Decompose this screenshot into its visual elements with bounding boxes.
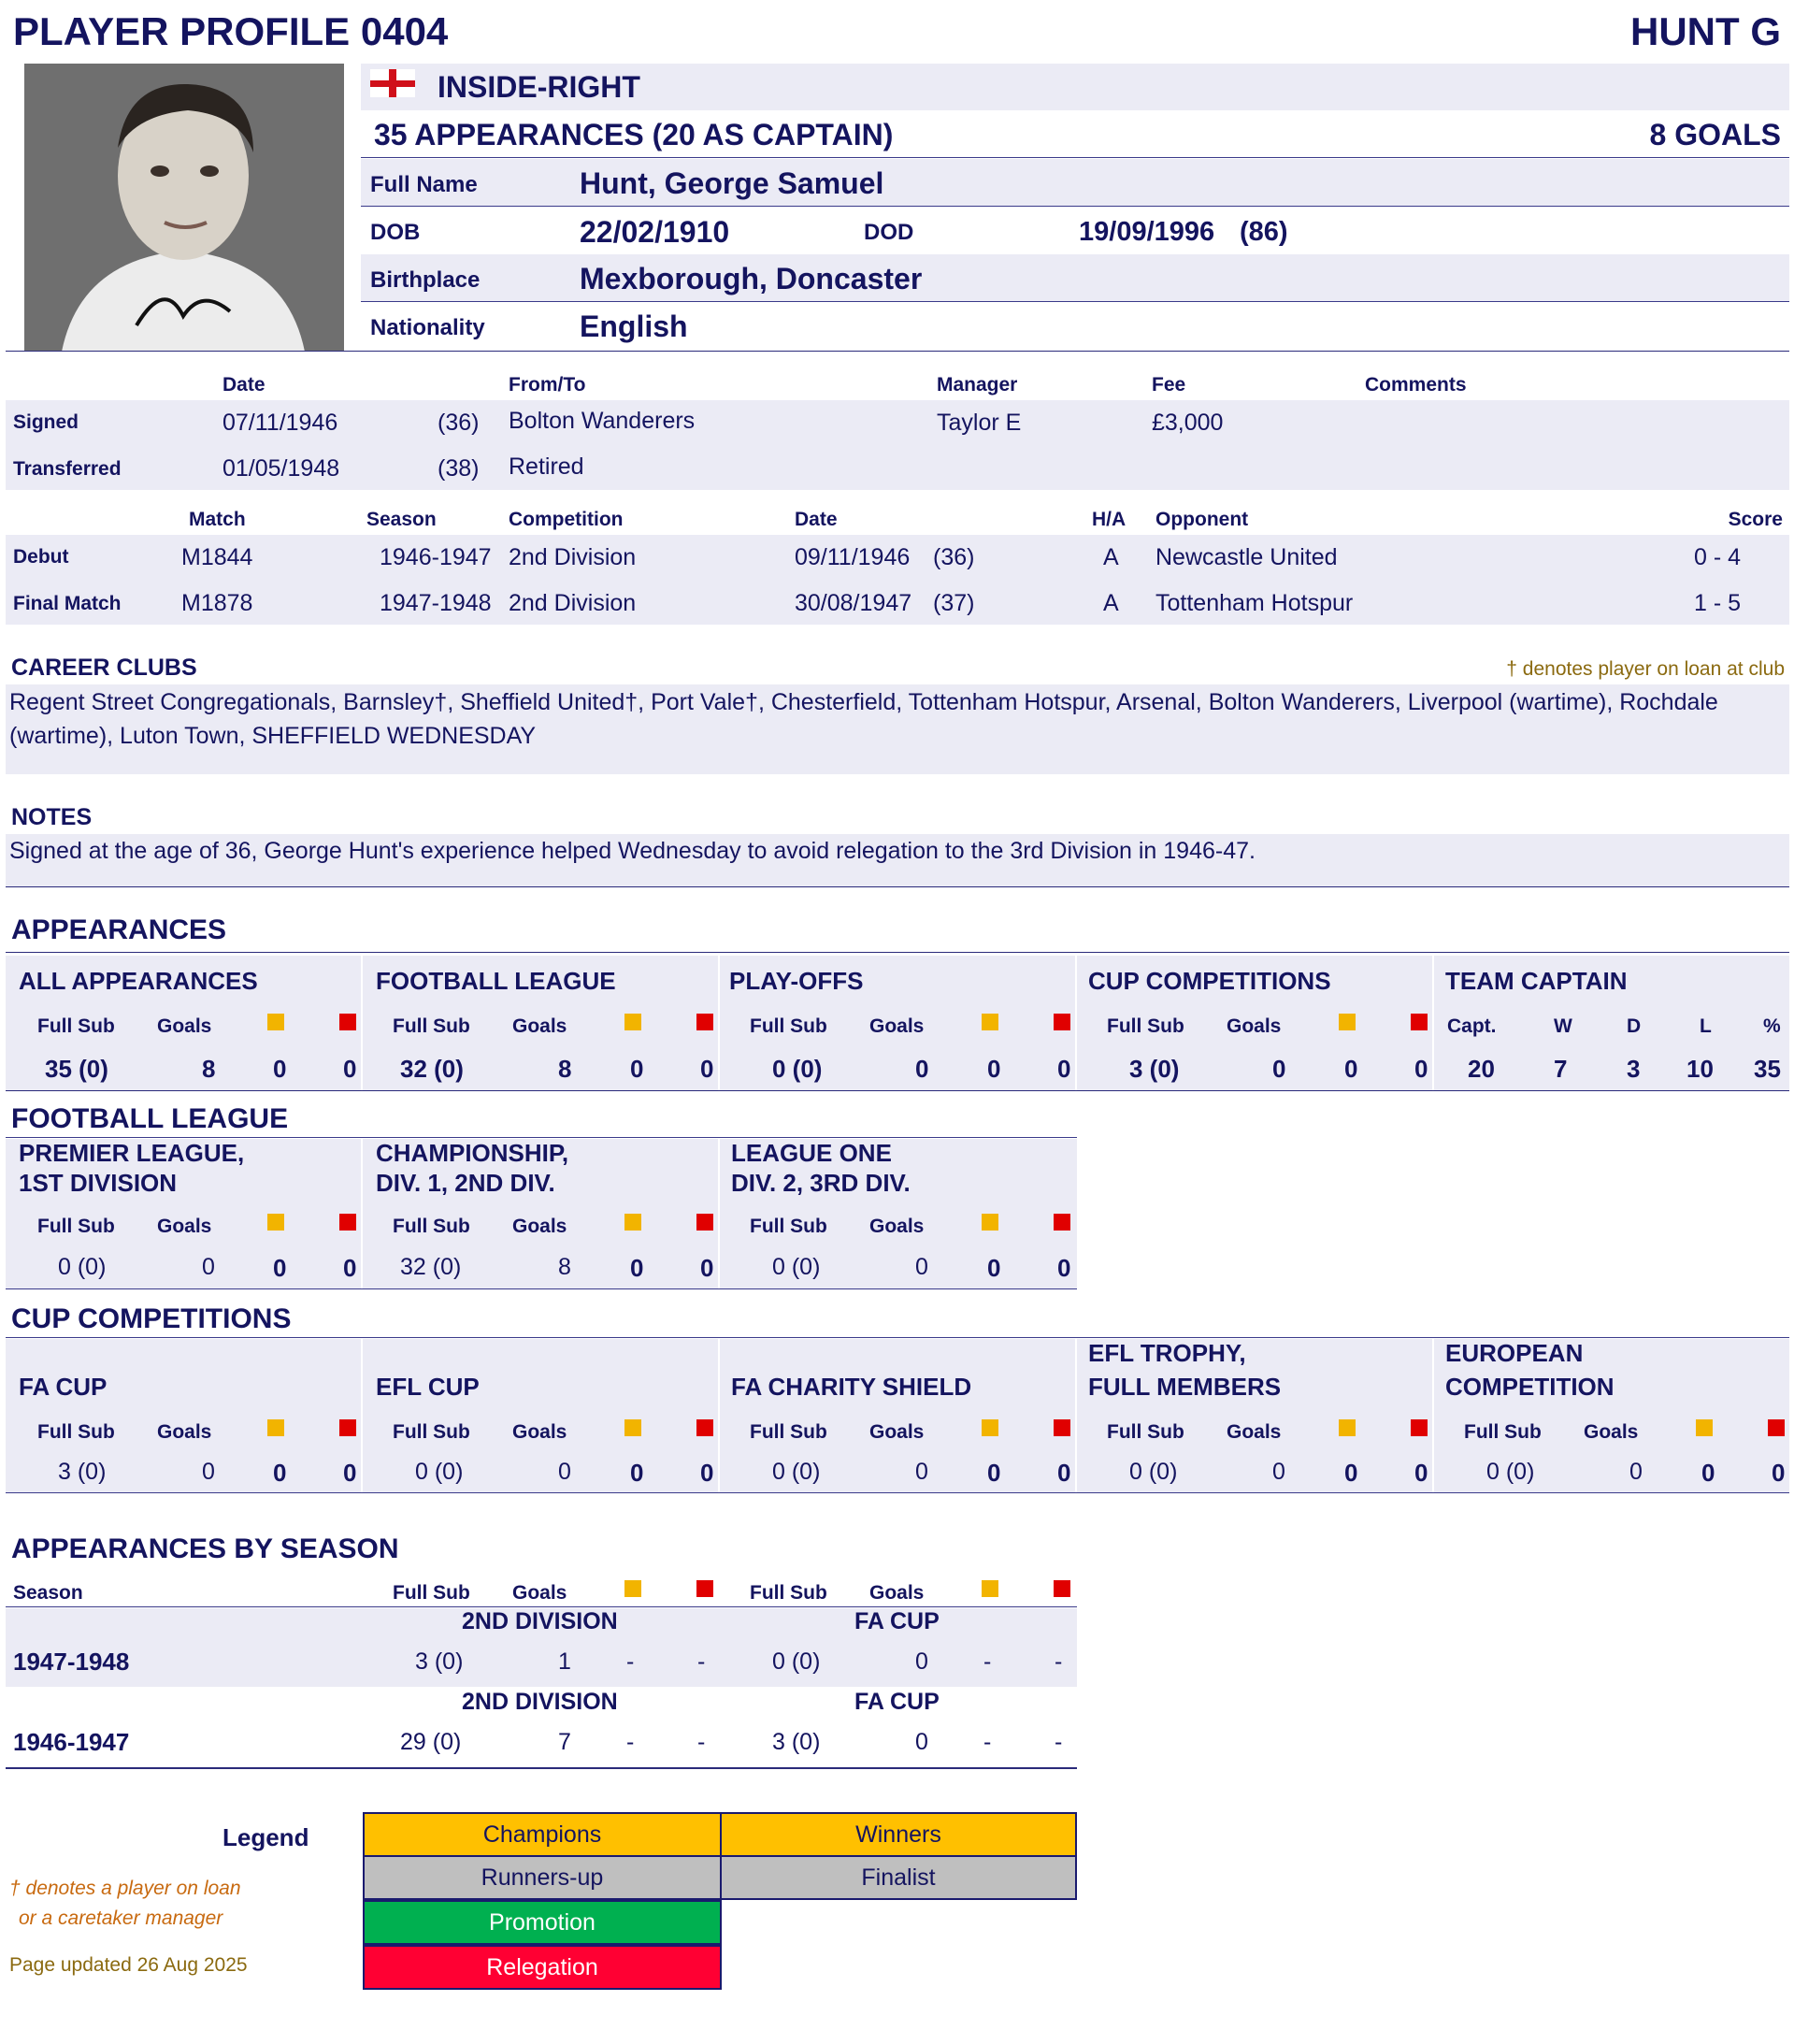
league-yellow-value: 0: [630, 1055, 644, 1083]
notes-text: Signed at the age of 36, George Hunt's experience helped Wednesday to avoid relegation to the 3rd Division in 1946-47.: [9, 838, 1256, 864]
fa-cup-red-value: 0: [343, 1459, 357, 1487]
debut-season: 1946-1947: [380, 544, 492, 570]
european-yellow-value: 0: [1701, 1459, 1715, 1487]
match-header-competition: Competition: [509, 509, 624, 530]
dob-value: 22/02/1910: [580, 215, 730, 249]
premier-yellow-value: 0: [273, 1254, 287, 1282]
efl-cup-red-value: 0: [700, 1459, 714, 1487]
premier-league-title1: PREMIER LEAGUE,: [19, 1139, 245, 1167]
red-card-icon: [1411, 1014, 1428, 1030]
appearances-title: APPEARANCES: [11, 914, 227, 945]
match-header-date: Date: [795, 509, 838, 530]
captain-header-w: W: [1554, 1015, 1572, 1037]
league-one-yellow-value: 0: [987, 1254, 1001, 1282]
season-r1: -: [697, 1648, 706, 1675]
yellow-card-icon: [1696, 1419, 1713, 1436]
legend-finalist: Finalist: [720, 1855, 1077, 1900]
playoffs-title: PLAY-OFFS: [729, 967, 864, 995]
captain-header-d: D: [1627, 1015, 1642, 1037]
player-short-name: HUNT G: [1630, 9, 1781, 53]
playoffs-yellow-value: 0: [987, 1055, 1001, 1083]
premier-league-title2: 1ST DIVISION: [19, 1169, 178, 1197]
debut-competition: 2nd Division: [509, 544, 637, 570]
goals-header: Goals: [512, 1421, 567, 1443]
signed-label: Signed: [13, 411, 79, 433]
european-fullsub-value: 0 (0): [1486, 1459, 1535, 1485]
playoffs-fullsub-value: 0 (0): [772, 1055, 823, 1083]
red-card-icon: [339, 1419, 356, 1436]
championship-title1: CHAMPIONSHIP,: [376, 1139, 569, 1167]
team-captain-title: TEAM CAPTAIN: [1445, 967, 1628, 995]
efl-cup-yellow-value: 0: [630, 1459, 644, 1487]
goals-header: Goals: [869, 1421, 925, 1443]
premier-goals-value: 0: [202, 1254, 215, 1280]
debut-label: Debut: [13, 546, 69, 568]
legend-title: Legend: [222, 1823, 309, 1851]
goals-header: Goals: [157, 1216, 212, 1237]
championship-red-value: 0: [700, 1254, 714, 1282]
fa-cup-goals-value: 0: [202, 1459, 215, 1485]
birthplace-row: [361, 254, 1789, 301]
fa-cup-yellow-value: 0: [273, 1459, 287, 1487]
season-y2: -: [983, 1648, 992, 1675]
goals-header: Goals: [157, 1015, 212, 1037]
season-r2: -: [1055, 1729, 1063, 1755]
season-g2: 0: [915, 1729, 928, 1755]
cups-yellow-value: 0: [1344, 1055, 1358, 1083]
season-g1: 1: [558, 1648, 571, 1675]
signed-manager: Taylor E: [937, 410, 1022, 436]
goals-header: Goals: [1227, 1015, 1282, 1037]
fullsub-header: Full Sub: [393, 1015, 470, 1037]
efl-cup-fullsub-value: 0 (0): [415, 1459, 464, 1485]
cups-fullsub-value: 3 (0): [1129, 1055, 1180, 1083]
efl-trophy-red-value: 0: [1414, 1459, 1428, 1487]
premier-fullsub-value: 0 (0): [58, 1254, 107, 1280]
championship-yellow-value: 0: [630, 1254, 644, 1282]
goals-header: Goals: [1227, 1421, 1282, 1443]
transferred-date: 01/05/1948: [222, 455, 340, 482]
goals-summary: 8 GOALS: [1649, 118, 1781, 151]
captain-capt-value: 20: [1468, 1055, 1495, 1083]
final-match-ha: A: [1103, 590, 1119, 616]
career-clubs-line1: Regent Street Congregationals, Barnsley†, Sheffield United†, Port Vale†, Chesterfield, Tottenham Hotspur, Arsenal, Bolton Wanderers, Liverpool (wartime), Rochdale: [9, 689, 1718, 715]
fa-cup-title: FA CUP: [19, 1373, 108, 1401]
season-label: 1946-1947: [13, 1728, 130, 1756]
fullname-value: Hunt, George Samuel: [580, 166, 884, 200]
yellow-card-icon: [267, 1419, 284, 1436]
by-season-title: APPEARANCES BY SEASON: [11, 1533, 399, 1564]
transferred-label: Transferred: [13, 458, 122, 480]
page-title: PLAYER PROFILE 0404: [13, 9, 449, 53]
goals-header: Goals: [512, 1015, 567, 1037]
red-card-icon: [1768, 1419, 1785, 1436]
season-comp2: FA CUP: [854, 1689, 940, 1715]
season-fs1: 3 (0): [415, 1648, 464, 1675]
transfer-header-manager: Manager: [937, 374, 1018, 396]
fullsub-header: Full Sub: [37, 1015, 115, 1037]
season-comp1: 2ND DIVISION: [462, 1608, 618, 1634]
final-match-date: 30/08/1947: [795, 590, 912, 616]
captain-header-l: L: [1700, 1015, 1712, 1037]
fullsub-header: Full Sub: [750, 1015, 827, 1037]
nationality-value: English: [580, 309, 688, 343]
final-match-score: 1 - 5: [1694, 590, 1742, 616]
season-g1: 7: [558, 1729, 571, 1755]
league-one-red-value: 0: [1057, 1254, 1071, 1282]
fa-cup-fullsub-value: 3 (0): [58, 1459, 107, 1485]
yellow-card-icon: [982, 1419, 998, 1436]
final-match-opponent: Tottenham Hotspur: [1155, 590, 1354, 616]
cups-goals-value: 0: [1272, 1055, 1286, 1083]
england-flag-icon: [370, 69, 415, 97]
season-comp2: FA CUP: [854, 1608, 940, 1634]
career-clubs-line2: (wartime), Luton Town, SHEFFIELD WEDNESDAY: [9, 723, 537, 749]
player-photo: [24, 64, 344, 352]
dod-age: (86): [1240, 217, 1288, 247]
appearances-summary: 35 APPEARANCES (20 AS CAPTAIN): [374, 118, 894, 151]
all-fullsub-value: 35 (0): [45, 1055, 108, 1083]
yellow-card-icon: [624, 1014, 641, 1030]
championship-goals-value: 8: [558, 1254, 571, 1280]
league-one-title2: DIV. 2, 3RD DIV.: [731, 1169, 911, 1197]
fullsub-header: Full Sub: [1107, 1421, 1184, 1443]
fullname-row: [361, 159, 1789, 206]
dob-label: DOB: [370, 220, 421, 245]
match-header-season: Season: [366, 509, 437, 530]
season-r1: -: [697, 1729, 706, 1755]
yellow-card-icon: [1339, 1014, 1356, 1030]
red-card-icon: [696, 1214, 713, 1231]
career-title: CAREER CLUBS: [11, 655, 197, 681]
goals-header: Goals: [512, 1582, 567, 1604]
european-goals-value: 0: [1629, 1459, 1643, 1485]
red-card-icon: [1411, 1419, 1428, 1436]
season-header: Season: [13, 1582, 83, 1604]
all-yellow-value: 0: [273, 1055, 287, 1083]
debut-ha: A: [1103, 544, 1119, 570]
league-one-title1: LEAGUE ONE: [731, 1139, 892, 1167]
captain-header-capt: Capt.: [1447, 1015, 1497, 1037]
yellow-card-icon: [267, 1014, 284, 1030]
yellow-card-icon: [1339, 1419, 1356, 1436]
legend-champions: Champions: [363, 1812, 722, 1857]
league-one-fullsub-value: 0 (0): [772, 1254, 821, 1280]
final-match-season: 1947-1948: [380, 590, 492, 616]
all-red-value: 0: [343, 1055, 357, 1083]
cup-competitions-section-title: CUP COMPETITIONS: [11, 1303, 292, 1334]
final-match-age: (37): [933, 590, 975, 616]
red-card-icon: [1054, 1014, 1070, 1030]
debut-score: 0 - 4: [1694, 544, 1742, 570]
red-card-icon: [696, 1580, 713, 1597]
football-league-section-title: FOOTBALL LEAGUE: [11, 1103, 289, 1134]
red-card-icon: [1054, 1214, 1070, 1231]
legend-relegation: Relegation: [363, 1945, 722, 1990]
season-fs2: 0 (0): [772, 1648, 821, 1675]
match-header-ha: H/A: [1092, 509, 1127, 530]
loan-note: † denotes player on loan at club: [1506, 658, 1785, 680]
efl-trophy-title1: EFL TROPHY,: [1088, 1339, 1246, 1367]
captain-w-value: 7: [1554, 1055, 1568, 1083]
season-fs2: 3 (0): [772, 1729, 821, 1755]
season-fs1: 29 (0): [400, 1729, 462, 1755]
legend-promotion: Promotion: [363, 1900, 722, 1945]
transfer-header-fee: Fee: [1152, 374, 1186, 396]
red-card-icon: [696, 1419, 713, 1436]
season-comp1: 2ND DIVISION: [462, 1689, 618, 1715]
goals-header: Goals: [157, 1421, 212, 1443]
efl-cup-title: EFL CUP: [376, 1373, 480, 1401]
goals-header: Goals: [869, 1216, 925, 1237]
european-title2: COMPETITION: [1445, 1373, 1615, 1401]
playoffs-red-value: 0: [1057, 1055, 1071, 1083]
all-appearances-title: ALL APPEARANCES: [19, 967, 258, 995]
all-goals-value: 8: [202, 1055, 216, 1083]
red-card-icon: [339, 1014, 356, 1030]
transfer-header-fromto: From/To: [509, 374, 586, 396]
fullsub-header: Full Sub: [750, 1216, 827, 1237]
season-label: 1947-1948: [13, 1648, 130, 1676]
cups-red-value: 0: [1414, 1055, 1428, 1083]
red-card-icon: [696, 1014, 713, 1030]
efl-trophy-fullsub-value: 0 (0): [1129, 1459, 1178, 1485]
captain-header-pct: %: [1763, 1015, 1781, 1037]
yellow-card-icon: [267, 1214, 284, 1231]
yellow-card-icon: [624, 1214, 641, 1231]
efl-trophy-yellow-value: 0: [1344, 1459, 1358, 1487]
fullsub-header: Full Sub: [750, 1582, 827, 1604]
captain-d-value: 3: [1627, 1055, 1641, 1083]
league-one-goals-value: 0: [915, 1254, 928, 1280]
premier-red-value: 0: [343, 1254, 357, 1282]
debut-opponent: Newcastle United: [1155, 544, 1338, 570]
league-red-value: 0: [700, 1055, 714, 1083]
nationality-label: Nationality: [370, 315, 485, 340]
charity-shield-fullsub-value: 0 (0): [772, 1459, 821, 1485]
charity-shield-title: FA CHARITY SHIELD: [731, 1373, 972, 1401]
dod-value: 19/09/1996: [1079, 217, 1215, 247]
transfer-header-comments: Comments: [1365, 374, 1467, 396]
page-updated: Page updated 26 Aug 2025: [9, 1954, 248, 1976]
final-match-label: Final Match: [13, 593, 122, 614]
fullname-label: Full Name: [370, 172, 478, 197]
charity-shield-yellow-value: 0: [987, 1459, 1001, 1487]
championship-fullsub-value: 32 (0): [400, 1254, 462, 1280]
notes-title: NOTES: [11, 804, 93, 830]
match-header-match: Match: [189, 509, 246, 530]
match-header-opponent: Opponent: [1155, 509, 1249, 530]
charity-shield-red-value: 0: [1057, 1459, 1071, 1487]
fullsub-header: Full Sub: [393, 1582, 470, 1604]
season-r2: -: [1055, 1648, 1063, 1675]
fullsub-header: Full Sub: [1464, 1421, 1542, 1443]
efl-trophy-goals-value: 0: [1272, 1459, 1285, 1485]
final-match-competition: 2nd Division: [509, 590, 637, 616]
signed-age: (36): [438, 410, 480, 436]
fullsub-header: Full Sub: [1107, 1015, 1184, 1037]
efl-trophy-title2: FULL MEMBERS: [1088, 1373, 1282, 1401]
fullsub-header: Full Sub: [37, 1421, 115, 1443]
league-fullsub-value: 32 (0): [400, 1055, 464, 1083]
season-y1: -: [626, 1648, 635, 1675]
cup-competitions-title: CUP COMPETITIONS: [1088, 967, 1331, 995]
debut-match: M1844: [181, 544, 253, 570]
european-title1: EUROPEAN: [1445, 1339, 1584, 1367]
yellow-card-icon: [624, 1580, 641, 1597]
playoffs-goals-value: 0: [915, 1055, 929, 1083]
player-position: INSIDE-RIGHT: [438, 70, 640, 104]
captain-pct-value: 35: [1754, 1055, 1781, 1083]
season-y2: -: [983, 1729, 992, 1755]
fullsub-header: Full Sub: [37, 1216, 115, 1237]
match-header-score: Score: [1728, 509, 1783, 530]
red-card-icon: [1054, 1580, 1070, 1597]
transferred-age: (38): [438, 455, 480, 482]
debut-date: 09/11/1946: [795, 544, 911, 570]
goals-header: Goals: [1584, 1421, 1639, 1443]
season-g2: 0: [915, 1648, 928, 1675]
yellow-card-icon: [624, 1419, 641, 1436]
final-match-match: M1878: [181, 590, 253, 616]
birthplace-label: Birthplace: [370, 267, 481, 293]
league-goals-value: 8: [558, 1055, 572, 1083]
fullsub-header: Full Sub: [393, 1421, 470, 1443]
signed-date: 07/11/1946: [222, 410, 338, 436]
european-red-value: 0: [1772, 1459, 1786, 1487]
yellow-card-icon: [982, 1014, 998, 1030]
efl-cup-goals-value: 0: [558, 1459, 571, 1485]
transferred-club: Retired: [509, 453, 584, 480]
transfer-header-date: Date: [222, 374, 266, 396]
charity-shield-goals-value: 0: [915, 1459, 928, 1485]
championship-title2: DIV. 1, 2ND DIV.: [376, 1169, 555, 1197]
football-league-title: FOOTBALL LEAGUE: [376, 967, 616, 995]
yellow-card-icon: [982, 1580, 998, 1597]
legend-winners: Winners: [720, 1812, 1077, 1857]
red-card-icon: [1054, 1419, 1070, 1436]
red-card-icon: [339, 1214, 356, 1231]
debut-age: (36): [933, 544, 975, 570]
season-y1: -: [626, 1729, 635, 1755]
goals-header: Goals: [869, 1015, 925, 1037]
signed-club: Bolton Wanderers: [509, 408, 696, 434]
dod-label: DOD: [864, 220, 914, 245]
legend-note-line2: or a caretaker manager: [19, 1907, 223, 1929]
fullsub-header: Full Sub: [750, 1421, 827, 1443]
signed-fee: £3,000: [1152, 410, 1224, 436]
goals-header: Goals: [512, 1216, 567, 1237]
captain-l-value: 10: [1686, 1055, 1714, 1083]
legend-runners-up: Runners-up: [363, 1855, 722, 1900]
yellow-card-icon: [982, 1214, 998, 1231]
legend-note-line1: † denotes a player on loan: [9, 1878, 241, 1899]
goals-header: Goals: [869, 1582, 925, 1604]
birthplace-value: Mexborough, Doncaster: [580, 262, 923, 295]
fullsub-header: Full Sub: [393, 1216, 470, 1237]
